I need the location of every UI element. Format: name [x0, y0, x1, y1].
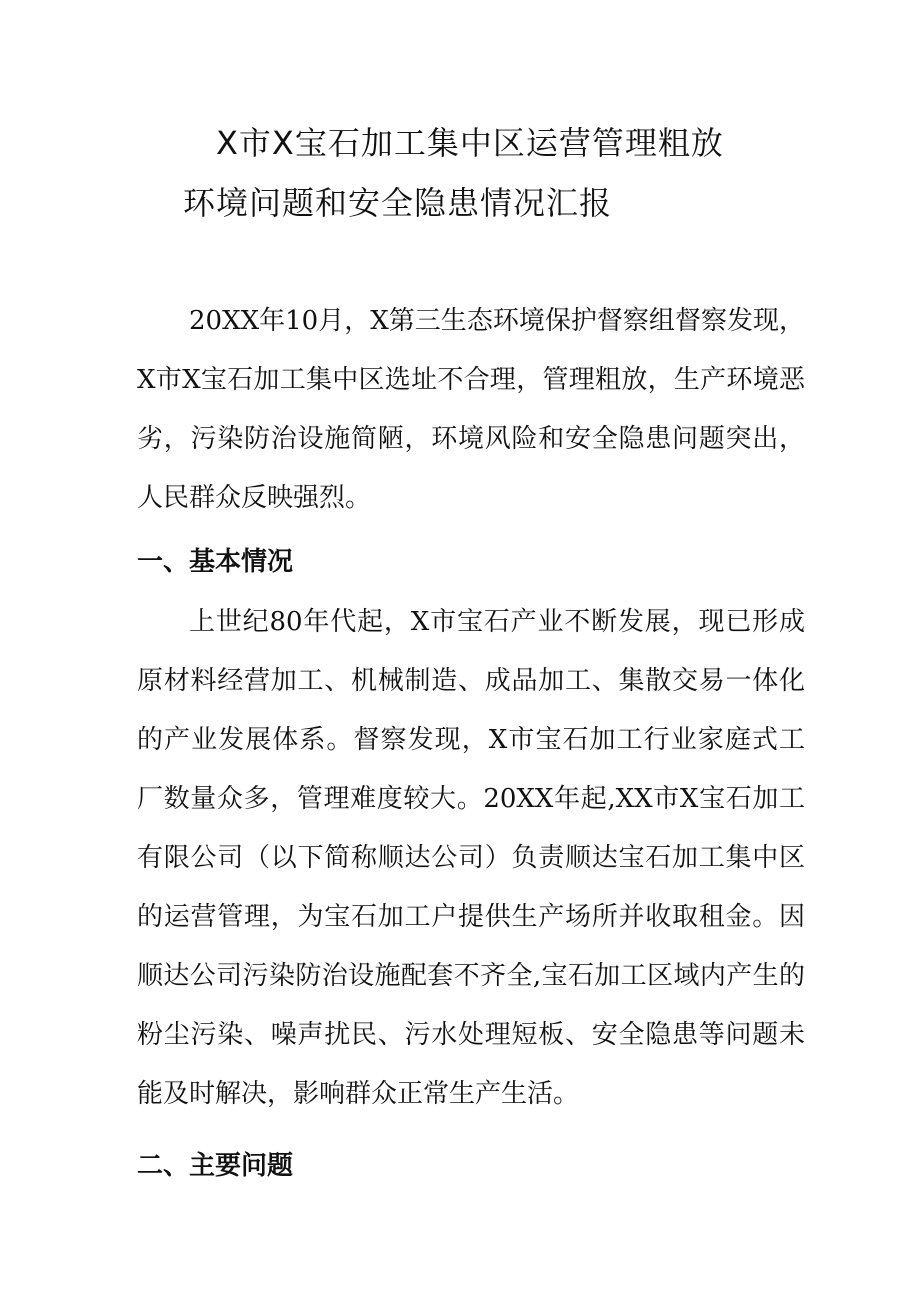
section-heading-main-problems: 二、主要问题	[137, 1151, 294, 1181]
document-title-line-1: X市X宝石加工集中区运营管理粗放	[216, 124, 724, 162]
section-heading-basic-situation: 一、基本情况	[137, 547, 294, 577]
intro-paragraph: 20XX年10月，X第三生态环境保护督察组督察发现，X市X宝石加工集中区选址不合理，管理粗放，生产环境恶劣，污染防治设施简陋，环境风险和安全隐患问题突出，人民群众反映强烈。	[137, 306, 805, 513]
basic-situation-paragraph: 上世纪80年代起，X市宝石产业不断发展，现已形成原材料经营加工、机械制造、成品加工、集散交易一体化的产业发展体系。督察发现，X市宝石加工行业家庭式工厂数量众多，管理难度较大。20XX年起,XX市X宝石加工有限公司（以下简称顺达公司）负责顺达宝石加工集中区的运营管理，为宝石加工户提供生产场所并收取租金。因顺达公司污染防治设施配套不齐全,宝石加工区域内产生的粉尘污染、噪声扰民、污水处理短板、安全隐患等问题未能及时解决，影响群众正常生产生活。	[137, 607, 805, 1109]
document-title-line-2: 环境问题和安全隐患情况汇报	[183, 184, 613, 222]
